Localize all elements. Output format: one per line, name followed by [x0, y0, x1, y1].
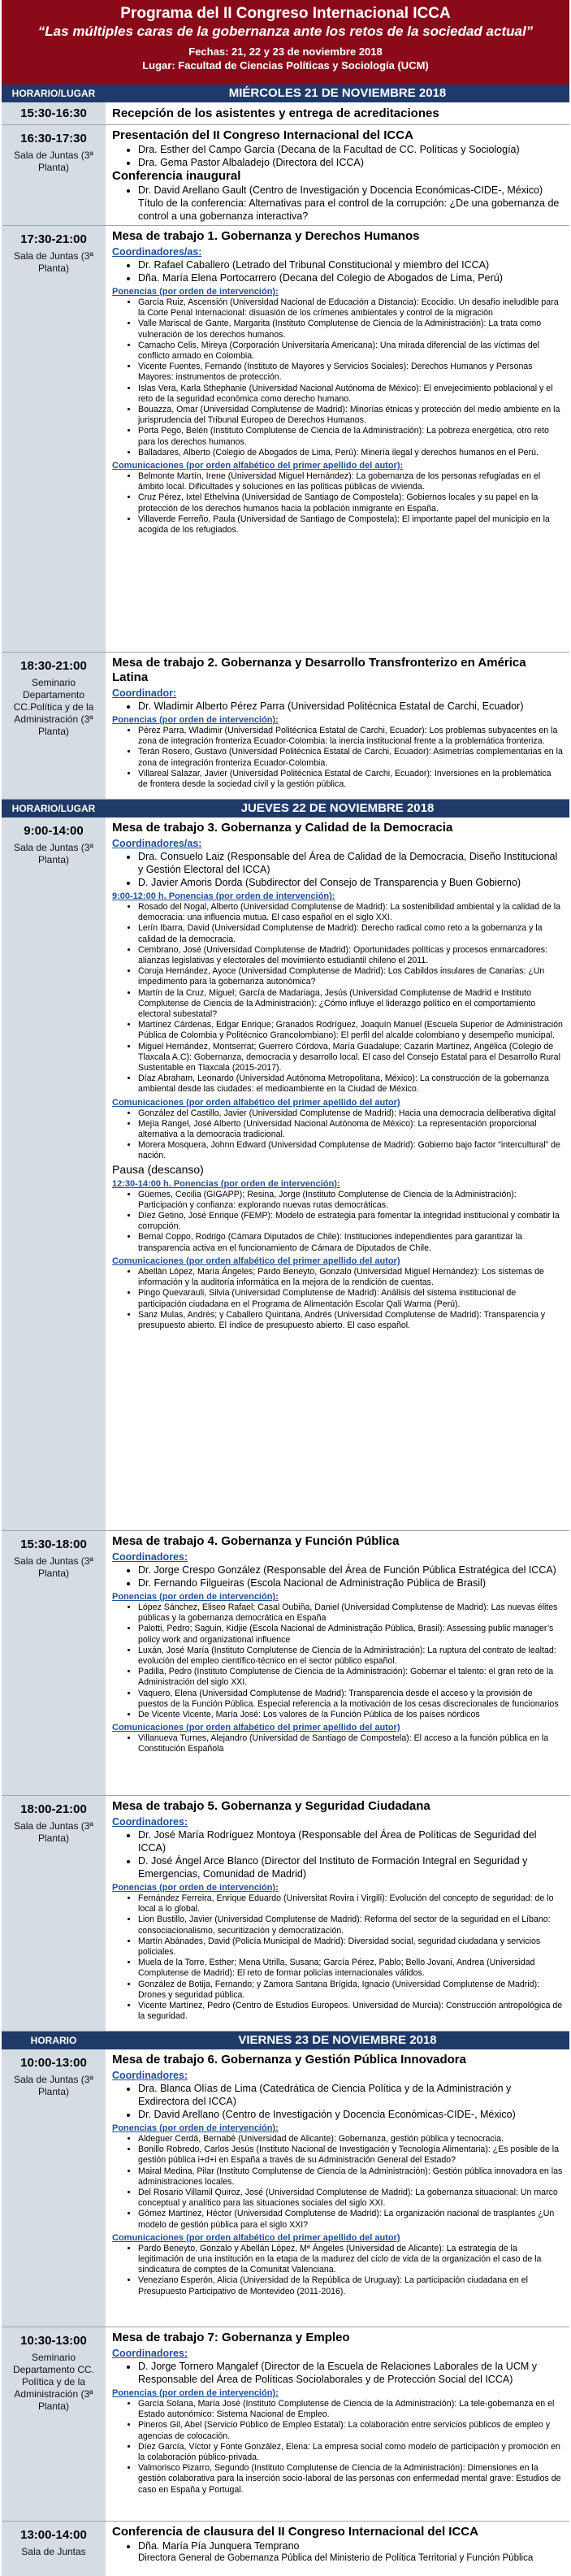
coordinator-list — [112, 2082, 563, 2121]
session-row — [2, 2522, 569, 2576]
list-item: • D. Javier Amoris Dorda (Subdirector del Consejo de Transparencia y Buen Gobierno) — [138, 876, 563, 889]
list-item: • Palotti, Pedro; Saguin, Kidjie (Escola Nacional de Administração Pública, Brasil): Assessing public manager’s policy work and organizational influence — [138, 1624, 563, 1645]
list-item: • García Ruiz, Ascensión (Universidad Nacional de Educación a Distancia): Ecocidio. Un desafío ineludible para la Corte Penal Internacional: disuasión de los crímenes ambientales y control de la migración — [138, 297, 563, 319]
list-item: • Mairal Medina, Pilar (Instituto Complutense de Ciencia de la Administración): Gestión pública innovadora en las administraciones locales. — [138, 2166, 563, 2188]
day-header-title: MIÉRCOLES 21 DE NOVIEMBRE 2018 — [228, 86, 447, 100]
coordinator-list — [112, 1828, 563, 1880]
session-title: Mesa de trabajo 5. Gobernanza y Seguridad Ciudadana — [112, 1799, 430, 1813]
break-label: Pausa (descanso) — [112, 1162, 204, 1176]
list-item: • Villareal Salazar, Javier (Universidad Politécnica Estatal de Carchi, Ecuador): Inversiones en la problemática de frontera desde la sociedad civil y la gestión pública. — [138, 769, 563, 790]
session-time: 17:30-21:00 — [20, 232, 87, 246]
list-item: • Lerín Ibarra, David (Universidad Complutense de Madrid): Derecho radical como reto a la gobernanza y la calidad de la democracia. — [138, 923, 563, 944]
list-item: • Dr. Rafael Caballero (Letrado del Tribunal Constitucional y miembro del ICCA) — [138, 258, 563, 271]
day-header-label: HORARIO — [30, 2035, 77, 2046]
speaker-list — [112, 184, 563, 223]
list-item: • D. Jorge Tornero Mangalef (Director de la Escuela de Relaciones Laborales de la UCM y Responsable del Área de Políticas Sociolaborales y de Protección Social del ICCA) — [138, 2360, 563, 2386]
list-item: • Dra. Consuelo Laiz (Responsable del Área de Calidad de la Democracia, Diseño Institucional y Gestión Electoral del ICCA) — [138, 850, 563, 876]
session-title: Mesa de trabajo 1. Gobernanza y Derechos Humanos — [112, 229, 420, 243]
list-item: • Dr. David Arellano (Centro de Investigación y Docencia Económicas-CIDE-, México) — [138, 2108, 563, 2121]
paper-list — [112, 726, 563, 790]
list-item: • Villanueva Turnes, Alejandro (Universidad de Santiago de Compostela): El acceso a la función pública en la Constitución Española — [138, 1733, 563, 1754]
session-time: 15:30-16:30 — [20, 106, 87, 120]
session-row — [2, 1796, 569, 2032]
list-item: • Rosado del Nogal, Alberto (Universidad Complutense de Madrid): La sostenibilidad ambiental y la calidad de la democracia: una influencia mutua. El caso español en el siglo XXI. — [138, 902, 563, 923]
list-item: • Porta Pego, Belén (Instituto Complutense de Ciencia de la Administración): La pobreza energética, otro reto para los derechos humanos. — [138, 426, 563, 447]
ponencias-label: Ponencias (por orden de intervención): — [112, 715, 279, 725]
coordinator-list — [112, 1563, 563, 1589]
coordinators-label: Coordinadores/as: — [112, 246, 202, 258]
ponencias-label: Ponencias (por orden de intervención): — [112, 1592, 279, 1602]
session-row — [2, 125, 569, 226]
list-item: • Vaquero, Elena (Universidad Complutense de Madrid): Transparencia desde el acceso y la provisión de puestos de la Función Pública. Especial referencia a la motivación de los cesas discrecionales de funcionarios — [138, 1689, 563, 1710]
session-time: 9:00-14:00 — [24, 824, 84, 838]
list-item: • Güemes, Cecilia (GIGAPP); Resina, Jorge (Instituto Complutense de Ciencia de la Administración): Participación y confianza: explorando nuevas rutas democráticas. — [138, 1190, 563, 1211]
list-item: • Lion Bustillo, Javier (Universidad Complutense de Madrid): Reforma del sector de la seguridad en el Líbano: consociacionalismo, securitización y democratización. — [138, 1915, 563, 1936]
ponencias-label: Ponencias (por orden de intervención): — [112, 2123, 279, 2133]
list-item: • Sanz Mulas, Andrés; y Caballero Quintana, Andrés (Universidad Complutense de Madrid): Transparencia y presupuesto abierto. El índice de presupuesto abierto. El caso español. — [138, 1310, 563, 1331]
session-room: Sala de Juntas (3ª Planta) — [14, 2074, 93, 2097]
list-item: • Vicente Fuentes, Fernando (Instituto de Mayores y Servicios Sociales): Derechos Humanos y Personas Mayores: instrumentos de protección. — [138, 362, 563, 383]
list-item: • Pérez Parra, Wladimir (Universidad Politécnica Estatal de Carchi, Ecuador): Los problemas subyacentes en la zona de integración fronteriza Ecuador-Colombia: la inercia institucional frente a la problemática fronteriza. — [138, 726, 563, 747]
list-item: • Cruz Pérez, Ixtel Ethelvina (Universidad de Santiago de Compostela): Gobiernos locales y su papel en la protección de los derechos humanos hacia la población inmigrante en España. — [138, 492, 563, 514]
paper-list — [112, 297, 563, 458]
list-item: • Del Rosario Villamil Quiroz, José (Universidad Complutense de Madrid): La gobernanza situacional: Un marco conceptual y analítico para las situaciones sociales del siglo XXI. — [138, 2188, 563, 2209]
paper-list — [112, 471, 563, 536]
paper-list — [112, 1602, 563, 1720]
program-title: Programa del II Congreso Internacional ICCA — [120, 5, 451, 22]
comunicaciones-label: Comunicaciones (por orden alfabético del primer apellido del autor) — [112, 1097, 400, 1108]
session-time: 10:30-13:00 — [20, 2334, 87, 2348]
day-header-label: HORARIO/LUGAR — [11, 803, 96, 814]
coordinator-list — [112, 258, 563, 284]
list-item: • Cembrano, José (Universidad Complutense de Madrid): Oportunidades políticas y procesos enmarcadores: alianzas legislativas y electorales del movimiento estudiantil chileno el 2011. — [138, 945, 563, 966]
list-item: • Bernal Coppo, Rodrigo (Cámara Diputados de Chile): Instituciones independientes para garantizar la transparencia activa en el funcionamiento de Cámara de Diputados de Chile. — [138, 1232, 563, 1253]
coordinators-label: Coordinadores: — [112, 1551, 188, 1563]
paper-list — [112, 2134, 563, 2231]
list-item: • Díez García, Víctor y Fonte González, Elena: La empresa social como modelo de participación y promoción en la colaboración público-privada. — [138, 2442, 563, 2463]
ponencias-label: Ponencias (por orden de intervención): — [112, 2388, 279, 2398]
list-item: • Fernández Ferreira, Enrique Eduardo (Universitat Rovira i Virgili): Evolución del concepto de seguridad: de lo local a lo global. — [138, 1893, 563, 1915]
list-item: • Dr. Jorge Crespo González (Responsable del Área de Función Pública Estratégica del ICCA) — [138, 1563, 563, 1576]
comunicaciones-label: Comunicaciones (por orden alfabético del primer apellido del autor) — [112, 1255, 400, 1266]
list-item: • D. José Ángel Arce Blanco (Director del Instituto de Formación Integral en Seguridad y Emergencias, Comunidad de Madrid) — [138, 1854, 563, 1880]
list-item: • Díez Getino, José Enrique (FEMP): Modelo de estrategia para fomentar la integridad institucional y combatir la corrupción. — [138, 1211, 563, 1232]
list-item: • Dña. María Pía Junquera Temprano — [138, 2539, 563, 2552]
paper-list — [112, 1893, 563, 2022]
coordinators-label: Coordinadores: — [112, 2348, 188, 2359]
day-header-label: HORARIO/LUGAR — [11, 88, 96, 99]
day-header-title: JUEVES 22 DE NOVIEMBRE 2018 — [240, 801, 435, 815]
list-item: • Abellán López, María Ángeles; Pardo Beneyto, Gonzalo (Universidad Miguel Hernández): Los sistemas de información y la auditoría informática en la mejora de la rendición de cuentas. — [138, 1267, 563, 1288]
list-item: • Dra. Esther del Campo García (Decana de la Facultad de CC. Políticas y Sociología) — [138, 143, 563, 156]
list-item: • Dr. José María Rodríguez Montoya (Responsable del Área de Políticas de Seguridad del ICCA) — [138, 1828, 563, 1854]
session-title: Mesa de trabajo 4. Gobernanza y Función Pública — [112, 1534, 400, 1548]
session-title: Mesa de trabajo 6. Gobernanza y Gestión Pública Innovadora — [112, 2053, 466, 2066]
list-item: • Dr. Wladimir Alberto Pérez Parra (Universidad Politécnica Estatal de Carchi, Ecuador) — [138, 700, 563, 713]
list-item: • García Solana, María José (Instituto Complutense de Ciencia de la Administración): La tele-gobernanza en el Estado autonómico: Sistema Nacional de Empleo. — [138, 2399, 563, 2420]
comunicaciones-label: Comunicaciones (por orden alfabético del primer apellido del autor) — [112, 1723, 400, 1733]
list-item: • Balladares, Alberto (Colegio de Abogados de Lima, Perú): Minería ilegal y derechos humanos en el Perú. — [138, 448, 563, 458]
session-row — [2, 102, 569, 125]
list-item: • Pingo Quevarauli, Silvia (Universidad Complutense de Madrid): Análisis del sistema institucional de participación ciudadana en el Programa de Alimentación Escolar Qali Warma (Perú). — [138, 1288, 563, 1309]
list-item: • Martín de la Cruz, Miguel; García de Madariaga, Jesús (Universidad Complutense de Madrid e Instituto Complutense de Ciencia de la Administración): ¿Cómo influye el liderazgo político en el comportamiento electoral subestatal? — [138, 988, 563, 1021]
list-item: • Terán Rosero, Gustavo (Universidad Politécnica Estatal de Carchi, Ecuador): Asimetrías complementarias en la zona de integración fronteriza Ecuador-Colombia. — [138, 747, 563, 768]
list-item: • Dña. María Elena Portocarrero (Decana del Colegio de Abogados de Lima, Perú) — [138, 271, 563, 284]
session-row — [2, 226, 569, 653]
coordinators-label: Coordinadores: — [112, 2070, 188, 2081]
day-header-title: VIERNES 23 DE NOVIEMBRE 2018 — [238, 2033, 437, 2047]
list-item: • Dra. Gema Pastor Albaladejo (Directora del ICCA) — [138, 156, 563, 169]
ponencias-label: Ponencias (por orden de intervención): — [112, 287, 279, 297]
session-row — [2, 2049, 569, 2327]
program-venue: Lugar: Facultad de Ciencias Políticas y Sociología (UCM) — [142, 59, 429, 72]
speaker-list — [112, 143, 563, 169]
session-row — [2, 2327, 569, 2522]
list-item: • Coruja Hernández, Ayoce (Universidad Complutense de Madrid): Los Cabildos insulares de Canarias: ¿Un impedimento para la gobernanza autonómica? — [138, 966, 563, 987]
list-item: • Dra. Blanca Olías de Lima (Catedrática de Ciencia Política y de la Administración y Exdirectora del ICCA) — [138, 2082, 563, 2108]
day-header-wednesday — [2, 85, 569, 102]
program-header — [2, 0, 569, 85]
list-item: • Villaverde Ferreño, Paula (Universidad de Santiago de Compostela): El importante papel del municipio en la acogida de los refugiados. — [138, 514, 563, 536]
list-item: • Camacho Celis, Mireya (Corporación Universitaria Americana): Una mirada diferencial de las víctimas del conflicto armado en Colombia. — [138, 340, 563, 362]
session-title: Mesa de trabajo 2. Gobernanza y Desarrollo Transfronterizo en América Latina — [112, 656, 526, 684]
list-item: • Pineros Gil, Abel (Servicio Público de Empleo Estatal): La colaboración entre servicios públicos de empleo y agencias de colocación. — [138, 2420, 563, 2441]
session-time: 18:00-21:00 — [20, 1802, 87, 1816]
list-item: • Valmorisco Pizarro, Segundo (Instituto Complutense de Ciencia de la Administración): Dimensiones en la gestión colaborativa para la inserción socio-laboral de las personas con enfermedad mental grave: Estudios de caso en España y Portugal. — [138, 2463, 563, 2496]
paper-list — [112, 902, 563, 1095]
list-item: • Valle Mariscal de Gante, Margarita (Instituto Complutense de Ciencia de la Administración): La trata como vulneración de los derechos humanos. — [138, 319, 563, 340]
list-item: • Bouazza, Omar (Universidad Complutense de Madrid): Minorías étnicas y protección del medio ambiente en la jurisprudencia del Tribunal Europeo de Derechos Humanos. — [138, 405, 563, 426]
paper-list — [112, 2399, 563, 2496]
coordinator-list — [112, 850, 563, 889]
ponencias-label: 12:30-14:00 h. Ponencias (por orden de intervención): — [112, 1178, 340, 1189]
list-item: • Padilla, Pedro (Instituto Complutense de Ciencia de la Administración): Gobernar el talento: el gran reto de la Administración del siglo XXI. — [138, 1667, 563, 1688]
session-time: 13:00-14:00 — [20, 2528, 87, 2542]
list-item: • Vicente Martínez, Pedro (Centro de Estudios Europeos. Universidad de Murcia): Construcción antropológica de la seguridad. — [138, 2001, 563, 2022]
day-header-thursday — [2, 800, 569, 817]
session-room: Sala de Juntas (3ª Planta) — [14, 1820, 93, 1844]
session-room: Sala de Juntas (3ª Planta) — [14, 842, 93, 865]
session-time: 18:30-21:00 — [20, 659, 87, 673]
session-room: Sala de Juntas (3ª Planta) — [14, 1555, 93, 1579]
list-item: • Gómez Martínez, Héctor (Universidad Complutense de Madrid): La organización nacional de trasplantes ¿Un modelo de gestión pública para el siglo XXI? — [138, 2209, 563, 2230]
program-dates: Fechas: 21, 22 y 23 de noviembre 2018 — [188, 46, 383, 58]
coordinators-label: Coordinadores: — [112, 1816, 188, 1828]
list-item: • Bonillo Robredo, Carlos Jesús (Instituto Nacional de Investigación y Tecnología Alimentaria): ¿Es posible de la gestión pública i+d+i en España a través de su Administración General del Estado? — [138, 2144, 563, 2166]
paper-list — [112, 1733, 563, 1754]
session-title: Presentación del II Congreso Internacional del ICCA — [112, 128, 413, 142]
session-time: 15:30-18:00 — [20, 1537, 87, 1551]
list-item: • González del Castillo, Javier (Universidad Complutense de Madrid): Hacia una democracia deliberativa digital — [138, 1108, 563, 1119]
list-item: • Martínez Cárdenas, Edgar Enrique; Granados Rodríguez, Joaquín Manuel (Escuela Superior de Administración Pública de Colombia y Politécnico Grancolombiano): El perfil del alcalde colombiano y desempeño municipal. — [138, 1020, 563, 1041]
list-item: • Miguel Hernández, Montserrat; Guerrero Córdova, María Guadalupe; Cazarin Martínez, Angélica (Colegio de Tlaxcala A.C): Gobernanza, democracia y desarrollo local. El caso del Consejo Estatal para el Desarrollo Rural Sustentable en Tlaxcala (2015-2017). — [138, 1042, 563, 1074]
session-row — [2, 653, 569, 800]
list-item: • Veneziano Esperón, Alicia (Universidad de la República de Uruguay): La participación ciudadana en el Presupuesto Participativo de Montevideo (2011-2016). — [138, 2275, 563, 2296]
session-row — [2, 817, 569, 1531]
speaker-role: Directora General de Gobernanza Pública del Ministerio de Política Territorial y Función Pública — [138, 2553, 534, 2563]
list-item: • Islas Vera, Karla Sthephanie (Universidad Nacional Autónoma de México): El envejecimiento poblacional y el reto de la seguridad económica como derecho humano. — [138, 384, 563, 405]
list-item: • Dr. David Arellano Gault (Centro de Investigación y Docencia Económicas-CIDE-, México) Título de la conferencia: Alternativas para el control de la corrupción: ¿De una gobernanza de control a una gobernanza interactiva? — [138, 184, 563, 223]
paper-list — [112, 1267, 563, 1331]
session-title: Conferencia inaugural — [112, 169, 241, 183]
list-item: • Luxán, José María (Instituto Complutense de Ciencia de la Administración): La ruptura del contrato de lealtad: evolución del empleo científico-técnico en el sector público español. — [138, 1646, 563, 1667]
coordinators-label: Coordinadores/as: — [112, 838, 202, 849]
session-title: Mesa de trabajo 3. Gobernanza y Calidad de la Democracia — [112, 821, 453, 835]
paper-list — [112, 1190, 563, 1254]
list-item: • González de Botija, Fernando; y Zamora Santana Brígida, Ignacio (Universidad Complutense de Madrid): Drones y seguridad pública. — [138, 1980, 563, 2001]
list-item: • Muela de la Torre, Esther; Mena Utrilla, Susana; García Pérez, Pablo; Bello Jovani, Andrea (Universidad Complutense de Madrid): El reto de formar policías internacionales válidos. — [138, 1958, 563, 1979]
day-header-friday — [2, 2032, 569, 2049]
ponencias-label: 9:00-12:00 h. Ponencias (por orden de intervención): — [112, 891, 335, 901]
ponencias-label: Ponencias (por orden de intervención): — [112, 1883, 279, 1893]
list-item: • Pardo Beneyto, Gonzalo y Abellán López, Mª Ángeles (Universidad de Alicante): La estrategia de la legitimación de una institución en la etapa de la madurez del ciclo de vida de la organización el caso de la sindicatura de comptes de la Comunitat Valenciana. — [138, 2244, 563, 2276]
coordinator-list — [112, 700, 563, 713]
coordinator-list — [112, 2360, 563, 2386]
list-item: • Morera Mosquera, Johnn Edward (Universidad Complutense de Madrid): Gobierno bajo factor “intercultural” de nación. — [138, 1140, 563, 1161]
session-title: Recepción de los asistentes y entrega de acreditaciones — [112, 106, 439, 120]
list-item: • Belmonte Martín, Irene (Universidad Miguel Hernández): La gobernanza de los personas refugiadas en el ámbito local. Dificultades y soluciones en las políticas públicas de vivienda. — [138, 471, 563, 492]
comunicaciones-label: Comunicaciones (por orden alfabético del primer apellido del autor): — [112, 461, 404, 471]
session-title: Conferencia de clausura del II Congreso Internacional del ICCA — [112, 2525, 478, 2539]
session-room: Sala de Juntas — [21, 2546, 86, 2557]
list-item: • Mejía Rangel, José Alberto (Universidad Nacional Autónoma de México): La representación proporcional alternativa a la democracia tradicional. — [138, 1119, 563, 1140]
session-time: 10:00-13:00 — [20, 2056, 87, 2070]
list-item: • López Sánchez, Eliseo Rafael; Casal Oubiña, Daniel (Universidad Complutense de Madrid): Las nuevas élites públicas y la gobernanza democrática en España — [138, 1602, 563, 1624]
list-item: • De Vicente Vicente, María José: Los valores de la Función Pública de los países nórdicos — [138, 1710, 563, 1720]
session-room: Sala de Juntas (3ª Planta) — [14, 250, 93, 274]
comunicaciones-label: Comunicaciones (por orden alfabético del primer apellido del autor) — [112, 2232, 400, 2243]
paper-list — [112, 1108, 563, 1162]
session-time: 16:30-17:30 — [20, 132, 87, 145]
session-row — [2, 1531, 569, 1796]
session-room: Seminario Departamento CC.Política y de la Administración (3ª Planta) — [13, 677, 94, 737]
list-item: • Díaz Abraham, Leonardo (Universidad Autónoma Metropolitana, México): La construcción de la gobernanza ambiental desde las ciudades: el medioambiente en la Ciudad de México. — [138, 1073, 563, 1095]
session-room: Sala de Juntas (3ª Planta) — [14, 150, 93, 173]
session-title: Mesa de trabajo 7: Gobernanza y Empleo — [112, 2331, 350, 2344]
list-item: • Aldeguer Cerdá, Bernabé (Universidad de Alicante): Gobernanza, gestión pública y tecnocracia. — [138, 2134, 563, 2144]
coordinators-label: Coordinador: — [112, 687, 177, 699]
paper-list — [112, 2244, 563, 2297]
list-item: • Martín Abánades, David (Policía Municipal de Madrid): Diversidad social, seguridad ciudadana y servicios policiales. — [138, 1936, 563, 1958]
list-item: • Dr. Fernando Filgueiras (Escola Nacional de Administração Pública de Brasil) — [138, 1576, 563, 1589]
program-subtitle: “Las múltiples caras de la gobernanza ante los retos de la sociedad actual” — [37, 24, 534, 39]
session-room: Seminario Departamento CC. Política y de la Administración (3ª Planta) — [12, 2352, 95, 2412]
